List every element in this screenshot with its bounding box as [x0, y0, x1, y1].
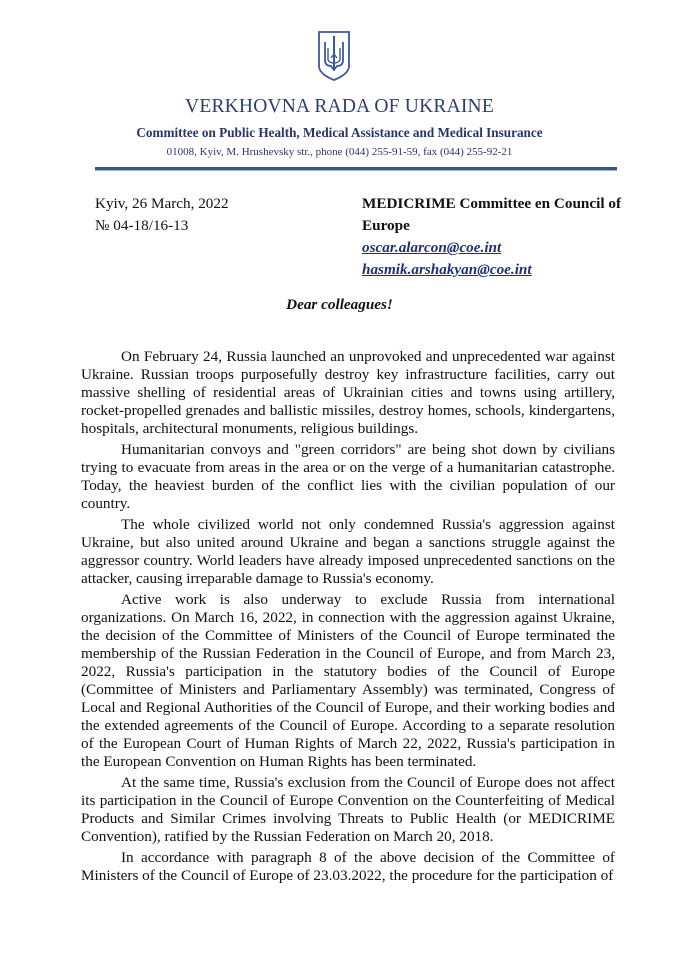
recipient-email-link[interactable]: oscar.alarcon@coe.int: [362, 239, 502, 256]
body-paragraph: Humanitarian convoys and "green corridors" are being shot down by civilians trying to evacuate from areas in the area or on the verge of a humanitarian catastrophe. Today, the heaviest burden of the conflict lies with the civilian population of our country.: [81, 441, 615, 512]
letterhead-divider: [95, 167, 617, 170]
organization-title: VERKHOVNA RADA OF UKRAINE: [185, 96, 494, 117]
recipient-block: [362, 193, 652, 281]
body-paragraph: In accordance with paragraph 8 of the above decision of the Committee of Ministers of the Council of Europe of 23.03.2022, the procedure for the participation of: [81, 849, 615, 884]
recipient-email-link[interactable]: hasmik.arshakyan@coe.int: [362, 261, 532, 278]
body-paragraph: On February 24, Russia launched an unprovoked and unprecedented war against Ukraine. Russian troops purposefully destroy key infrastructure facilities, carry out massive shelling of residential areas of Ukrainian cities and towns using artillery, rocket-propelled grenades and ballistic missiles, destroy homes, schools, kindergartens, hospitals, architectural monuments, religious buildings.: [81, 348, 615, 437]
reference-number: № 04-18/16-13: [95, 217, 189, 234]
salutation: Dear colleagues!: [286, 296, 393, 313]
committee-address: 01008, Kyiv, M. Hrushevsky str., phone (044) 255-91-59, fax (044) 255-92-21: [166, 146, 513, 158]
body-paragraph: At the same time, Russia's exclusion from the Council of Europe does not affect its participation in the Council of Europe Convention on the Counterfeiting of Medical Products and Similar Crimes involving Threats to Public Health (or MEDICRIME Convention), ratified by the Russian Federation on March 20, 2018.: [81, 774, 615, 845]
committee-name: Committee on Public Health, Medical Assistance and Medical Insurance: [136, 125, 543, 140]
recipient-name: MEDICRIME Committee en Council of Europe: [362, 195, 621, 234]
body-paragraph: The whole civilized world not only condemned Russia's aggression against Ukraine, but also united around Ukraine and began a sanctions struggle against the aggressor country. World leaders have already imposed unprecedented sanctions on the attacker, causing irreparable damage to Russia's economy.: [81, 516, 615, 587]
letter-body: [81, 348, 615, 888]
body-paragraph: Active work is also underway to exclude Russia from international organizations. On March 16, 2022, in connection with the aggression against Ukraine, the decision of the Committee of Ministers of the Council of Europe terminated the membership of the Russian Federation in the Council of Europe, and from March 23, 2022, Russia's participation in the statutory bodies of the Council of Europe (Committee of Ministers and Parliamentary Assembly) was terminated, Congress of Local and Regional Authorities of the Council of Europe, and their working bodies and the extended agreements of the Council of Europe. According to a separate resolution of the European Court of Human Rights of March 22, 2022, Russia's participation in the European Convention on Human Rights has been terminated.: [81, 591, 615, 770]
trident-coat-of-arms-icon: [317, 30, 351, 82]
place-date: Kyiv, 26 March, 2022: [95, 195, 229, 212]
letter-meta: [95, 193, 229, 237]
